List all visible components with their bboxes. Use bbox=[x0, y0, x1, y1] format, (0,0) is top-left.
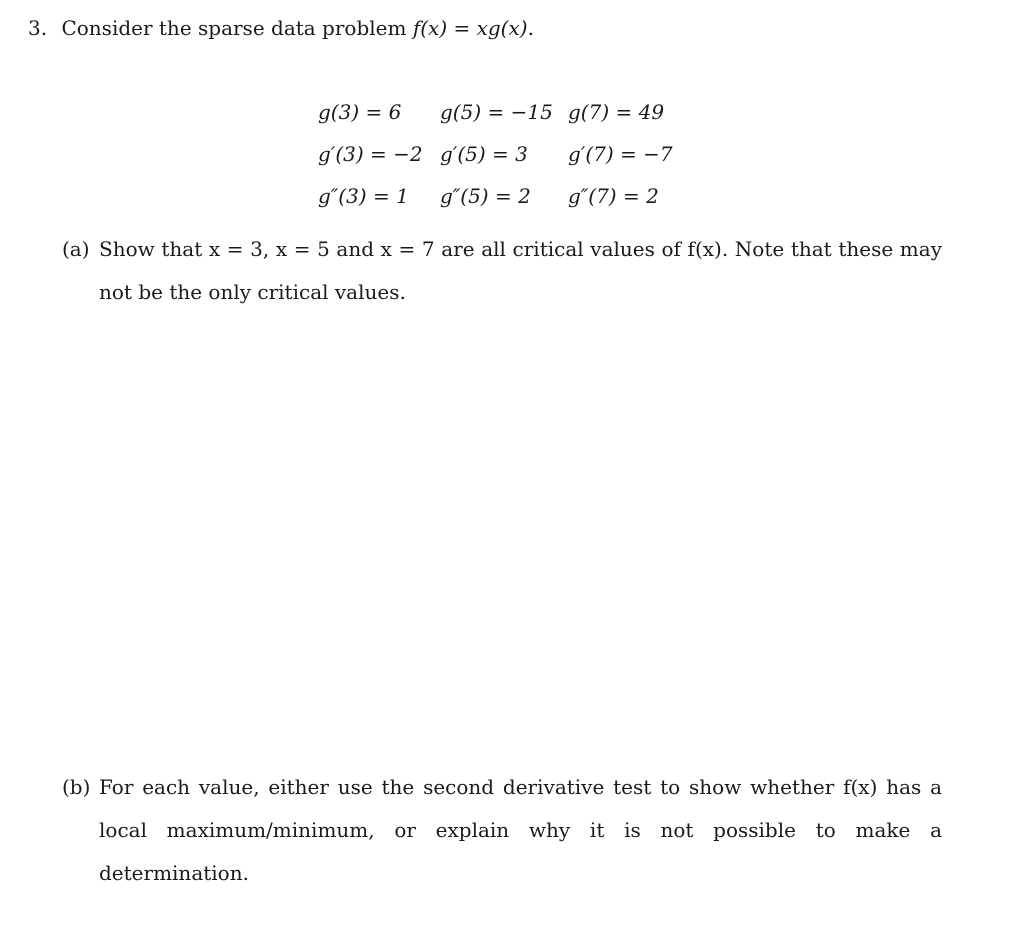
value-cell: g(7) = 49 bbox=[568, 100, 665, 124]
value-cell: g″(7) = 2 bbox=[568, 184, 659, 208]
value-cell: g′(3) = −2 bbox=[318, 142, 423, 166]
value-cell: g″(5) = 2 bbox=[440, 184, 531, 208]
part-b-text: For each value, either use the second derivative test to show whether f(x) has a local maximum/minimum, or explain why it is not possible to make a determination. bbox=[99, 775, 942, 885]
problem-intro-end: . bbox=[527, 16, 534, 40]
value-cell: g′(7) = −7 bbox=[568, 142, 673, 166]
part-a-label: (a) bbox=[62, 237, 90, 261]
part-a bbox=[62, 228, 942, 314]
value-cell: g′(5) = 3 bbox=[440, 142, 528, 166]
problem-number: 3. bbox=[28, 16, 48, 40]
problem-function: f(x) = xg(x) bbox=[412, 16, 528, 40]
value-cell: g(5) = −15 bbox=[440, 100, 553, 124]
problem-intro: Consider the sparse data problem bbox=[61, 16, 407, 40]
part-b bbox=[62, 766, 942, 895]
problem-heading bbox=[28, 14, 534, 42]
part-a-text: Show that x = 3, x = 5 and x = 7 are all critical values of f(x). Note that these may not be the only critical values. bbox=[99, 237, 942, 304]
value-cell: g″(3) = 1 bbox=[318, 184, 409, 208]
part-b-label: (b) bbox=[62, 775, 91, 799]
value-cell: g(3) = 6 bbox=[318, 100, 402, 124]
